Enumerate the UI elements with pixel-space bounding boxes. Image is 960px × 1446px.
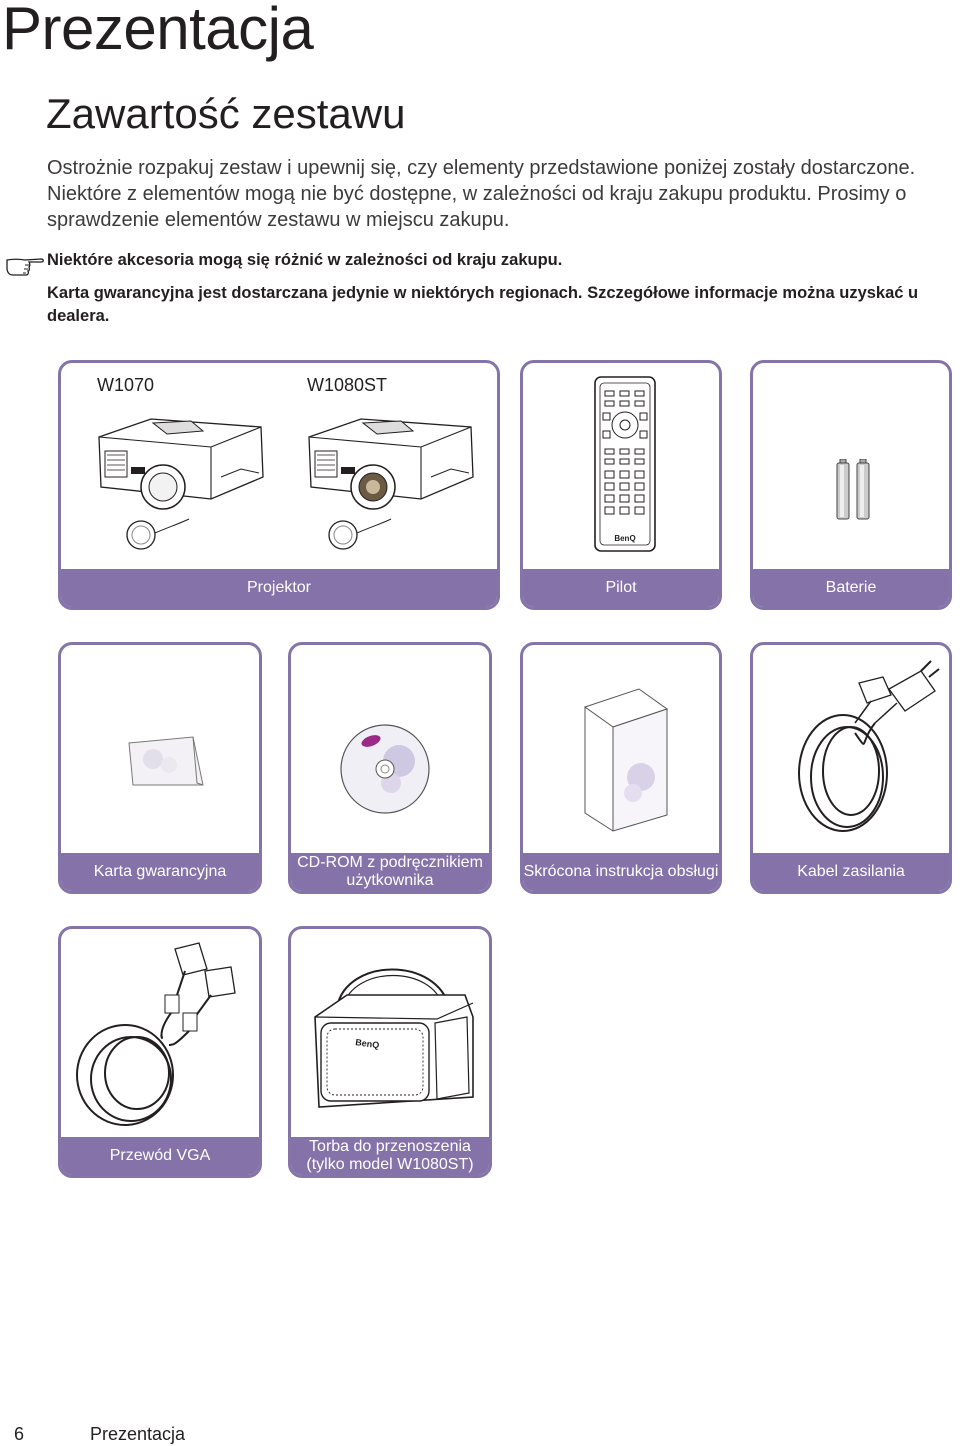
caption-batteries: Baterie [753,569,949,607]
remote-control-image [593,375,657,555]
card-cdrom [288,642,492,894]
model-label-w1080st: W1080ST [307,375,388,395]
intro-paragraph: Ostrożnie rozpakuj zestaw i upewnij się, czy elementy przedstawione poniżej zostały dostarczone. Niektóre z elementów mogą nie być dostępne, w zależności od kraju zakupu produktu. Prosimy o sprawdzenie elementów zestawu w miejscu zakupu. [47,157,916,231]
hand-pointer-icon [5,251,45,277]
card-projector [58,360,500,610]
card-remote [520,360,722,610]
batteries-image [835,459,875,523]
page-title: Prezentacja [2,0,314,62]
svg-text:BenQ: BenQ [354,1037,380,1051]
footer-title: Prezentacja [90,1424,186,1444]
caption-vga: Przewód VGA [61,1137,259,1175]
section-title: Zawartość zestawu [46,90,406,137]
caption-warranty: Karta gwarancyjna [61,853,259,891]
caption-powercable: Kabel zasilania [753,853,949,891]
notes-block [47,249,937,338]
note-warranty: Karta gwarancyjna jest dostarczana jedynie w niektórych regionach. Szczegółowe informacje można uzyskać u dealera. [47,284,919,325]
projector-w1080st-image [301,407,481,557]
card-bag [288,926,492,1178]
card-powercable [750,642,952,894]
vga-cable-image [65,935,255,1135]
card-quickguide [520,642,722,894]
quick-guide-image [579,685,675,835]
caption-quickguide: Skrócona instrukcja obsługi [523,853,719,891]
caption-remote: Pilot [523,569,719,607]
warranty-card-image [123,733,207,793]
power-cable-image [759,653,949,853]
remote-brand-text: BenQ [614,534,636,543]
caption-projector: Projektor [61,569,497,607]
caption-bag: Torba do przenoszenia (tylko model W1080ST) [291,1137,489,1175]
caption-cdrom: CD-ROM z podręcznikiem użytkownika [291,853,489,891]
projector-w1070-image [91,407,271,557]
card-vga [58,926,262,1178]
cd-rom-image [337,721,433,817]
model-label-w1070: W1070 [97,375,155,395]
carry-bag-image [307,947,479,1117]
card-batteries [750,360,952,610]
note-accessories: Niektóre akcesoria mogą się różnić w zależności od kraju zakupu. [47,251,563,269]
page-number: 6 [14,1424,25,1444]
card-warranty [58,642,262,894]
